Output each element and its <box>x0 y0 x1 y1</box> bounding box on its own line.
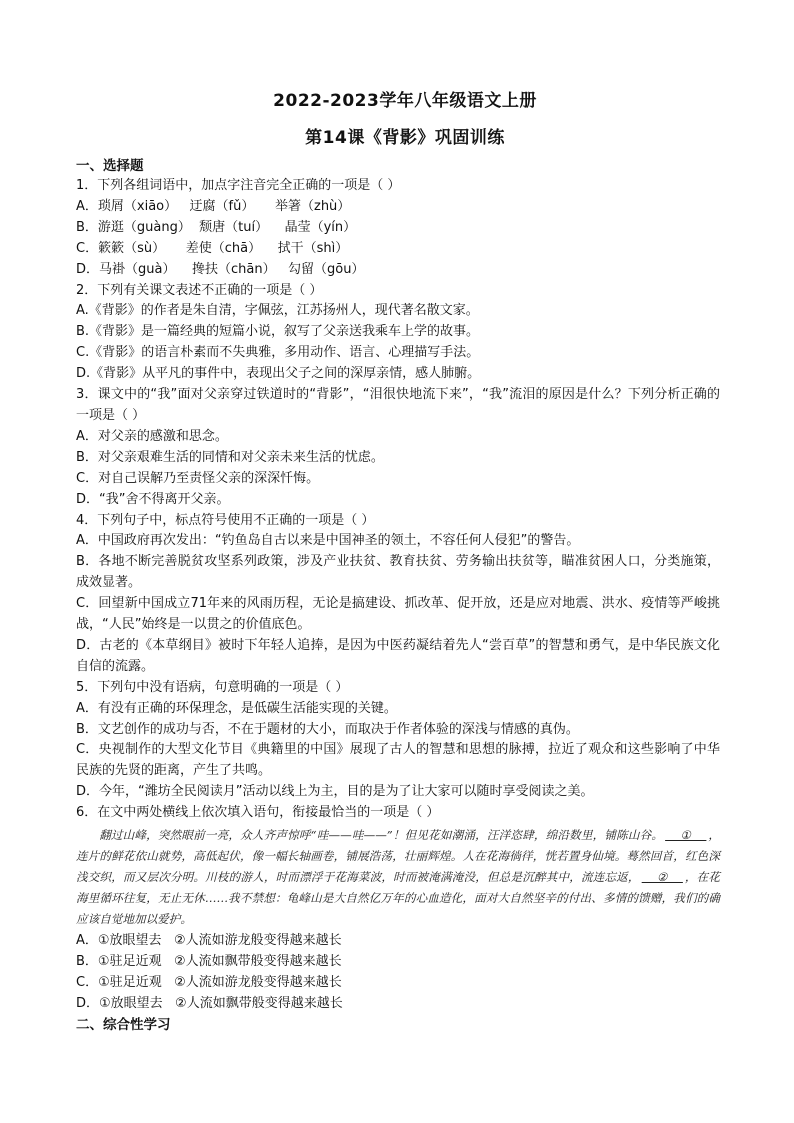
question-5-option-b: B．文艺创作的成功与否，不在于题材的大小，而取决于作者体验的深浅与情感的真伪。 <box>76 721 579 737</box>
question-6-option-b: B．①驻足近观 ②人流如飘带般变得越来越长 <box>76 954 342 969</box>
section-heading-choice: 一、选择题 <box>76 158 144 174</box>
question-6-option-a: A．①放眼望去 ②人流如游龙般变得越来越长 <box>76 933 342 949</box>
question-2-stem: 2．下列有关课文表述不正确的一项是（ ） <box>76 282 323 298</box>
question-3-option-d: D．“我”舍不得离开父亲。 <box>76 491 230 507</box>
question-6-stem: 6．在文中两处横线上依次填入语句，衔接最恰当的一项是（ ） <box>76 805 440 821</box>
question-4-option-a: A．中国政府再次发出：“钓鱼岛自古以来是中国神圣的领土，不容任何人侵犯”的警告。 <box>76 533 580 549</box>
question-4-stem: 4．下列句子中，标点符号使用不正确的一项是（ ） <box>76 512 375 528</box>
section-heading-comprehensive: 二、综合性学习 <box>76 1016 171 1033</box>
question-4-option-d: D．古老的《本草纲目》被时下年轻人追捧，是因为中医药凝结着先人“尝百草”的智慧和勇气，是中华民族文化自信的流露。 <box>76 637 720 674</box>
question-6-option-d: D．①放眼望去 ②人流如飘带般变得越来越长 <box>76 995 343 1011</box>
question-5-option-d: D．今年，“潍坊全民阅读月”活动以线上为主，目的是为了让大家可以随时享受阅读之美。 <box>76 784 594 800</box>
passage-blank-1: ① <box>665 828 707 843</box>
question-6-passage <box>76 825 720 930</box>
question-3-option-b: B．对父亲艰难生活的同情和对父亲未来生活的忧虑。 <box>76 449 384 465</box>
passage-part-2: ，连片的鲜花依山就势，高低起伏，像一幅长轴画卷，铺展浩荡，壮丽辉煌。人在花海徜徉，恍若置身仙境。蓦然回首，红色深浅交织，而又层次分明。川枝的游人，时而漂浮于花海菜波，时而被淹满淹没，但总是沉醉其中，流连忘返， <box>76 828 720 885</box>
question-3-stem: 3．课文中的“我”面对父亲穿过铁道时的“背影”，“泪很快地流下来”，“我”流泪的原因是什么？下列分析正确的一项是（ ） <box>76 387 720 423</box>
passage-blank-2: ② <box>641 870 683 885</box>
document-page <box>76 86 720 1035</box>
question-1-option-c: C．簌簌（sù） 差使（chā） 拭干（shì） <box>76 240 349 256</box>
question-1-stem: 1．下列各组词语中，加点字注音完全正确的一项是（ ） <box>76 178 401 193</box>
passage-part-3: ，在花海里循环往复，无止无休……我不禁想：龟峰山是大自然亿万年的心血造化，面对大自然坚辛的付出、多情的馈赠，我们的确应该自觉地加以爱护。 <box>76 870 720 927</box>
question-1-option-d: D．马褂（guà） 搀扶（chān） 勾留（gōu） <box>76 261 365 277</box>
question-5-option-c: C．央视制作的大型文化节目《典籍里的中国》展现了古人的智慧和思想的脉搏，拉近了观众和这些影响了中华民族的先贤的距离，产生了共鸣。 <box>76 742 720 779</box>
question-1-option-b: B．游逛（guàng） 颓唐（tuí） 晶莹（yín） <box>76 219 357 235</box>
question-5-stem: 5．下列句中没有语病，句意明确的一项是（ ） <box>76 679 349 695</box>
document-title-line1: 2022-2023学年八年级语文上册 <box>273 91 537 111</box>
question-4-option-b: B．各地不断完善脱贫攻坚系列政策，涉及产业扶贫、教育扶贫、劳务输出扶贫等，瞄准贫困人口，分类施策，成效显著。 <box>76 554 720 591</box>
question-2-option-c: C.《背影》的语言朴素而不失典雅，多用动作、语言、心理描写手法。 <box>76 345 480 361</box>
document-title-line2: 第14课《背影》巩固训练 <box>305 128 505 148</box>
question-3-option-c: C．对自己误解乃至责怪父亲的深深忏悔。 <box>76 470 320 486</box>
question-6-option-c: C．①驻足近观 ②人流如游龙般变得越来越长 <box>76 974 342 990</box>
question-2-option-b: B.《背影》是一篇经典的短篇小说，叙写了父亲送我乘车上学的故事。 <box>76 324 480 340</box>
question-1-option-a: A．琐屑（xiāo） 迂腐（fǔ） 举箸（zhù） <box>76 198 351 214</box>
question-2-option-a: A.《背影》的作者是朱自清，字佩弦，江苏扬州人，现代著名散文家。 <box>76 303 479 319</box>
question-3-option-a: A．对父亲的感激和思念。 <box>76 428 228 444</box>
question-5-option-a: A．有没有正确的环保理念，是低碳生活能实现的关键。 <box>76 700 397 716</box>
question-4-option-c: C．回望新中国成立71年来的风雨历程，无论是搞建设、抓改革、促开放，还是应对地震、洪水、疫情等严峻挑战，“人民”始终是一以贯之的价值底色。 <box>76 596 720 633</box>
passage-part-1: 翻过山峰，突然眼前一亮，众人齐声惊呼“哇——哇——”！但见花如潮涌，汪洋恣肆，绵沿数里，铺陈山谷。 <box>99 828 664 843</box>
question-2-option-d: D.《背影》从平凡的事件中，表现出父子之间的深厚亲情，感人肺腑。 <box>76 366 481 382</box>
